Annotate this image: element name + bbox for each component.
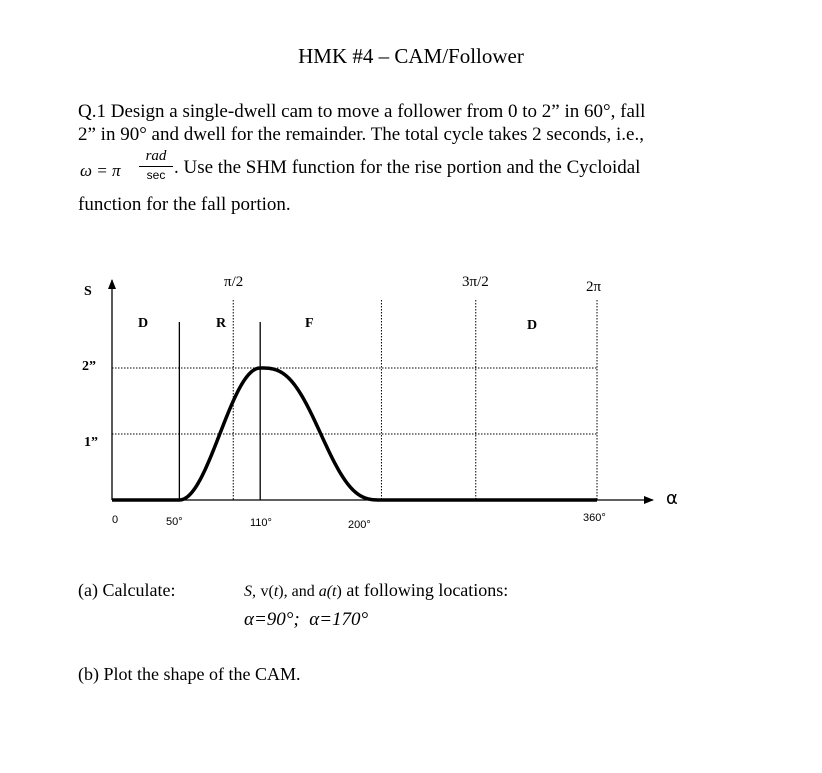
x-tick-label: 110° bbox=[250, 517, 272, 529]
x-tick-label: 200° bbox=[348, 519, 371, 531]
var-s: S, bbox=[244, 583, 256, 600]
var-t: t bbox=[273, 583, 279, 600]
segment-label: D bbox=[138, 316, 149, 331]
part-a-locations bbox=[244, 609, 368, 631]
y-axis-label: S bbox=[84, 284, 92, 299]
part-a-label: (a) Calculate: bbox=[78, 580, 176, 600]
question-line-4: function for the fall portion. bbox=[78, 194, 291, 215]
part-a-text: at following locations: bbox=[346, 580, 509, 600]
x-tick-label: 50° bbox=[166, 516, 183, 528]
top-tick-label: 2π bbox=[586, 279, 602, 295]
question-line-1: Q.1 Design a single-dwell cam to move a follower from 0 to 2” in 60°, fall bbox=[78, 101, 646, 122]
omega-denominator: sec bbox=[146, 168, 166, 182]
question-line-2: 2” in 90° and dwell for the remainder. The total cycle takes 2 seconds, i.e., bbox=[78, 124, 644, 145]
x-axis-label: α bbox=[666, 488, 678, 509]
segment-label: D bbox=[527, 318, 538, 333]
segment-label: R bbox=[216, 316, 227, 331]
var-t: t bbox=[332, 583, 337, 600]
top-tick-label: π/2 bbox=[224, 274, 244, 290]
location-1: α=90°; bbox=[244, 609, 300, 630]
var-v: v( bbox=[260, 583, 274, 600]
part-a-variables bbox=[244, 580, 508, 601]
page-title: HMK #4 – CAM/Follower bbox=[298, 44, 524, 68]
var-sep: ), and bbox=[278, 583, 319, 600]
var-a: a( bbox=[318, 583, 333, 600]
segment-label: F bbox=[305, 316, 314, 331]
omega-numerator: rad bbox=[145, 148, 167, 164]
top-tick-label: 3π/2 bbox=[462, 274, 489, 290]
x-tick-label: 360° bbox=[583, 512, 606, 524]
location-2: α=170° bbox=[309, 609, 369, 630]
part-b-label: (b) Plot the shape of the CAM. bbox=[78, 664, 301, 684]
x-tick-label: 0 bbox=[112, 514, 119, 526]
omega-equation: ω = π bbox=[80, 161, 121, 180]
question-line-3: . Use the SHM function for the rise portion and the Cycloidal bbox=[174, 157, 641, 178]
y-tick-label: 2” bbox=[82, 359, 96, 374]
y-tick-label: 1” bbox=[84, 435, 98, 450]
var-end: ) bbox=[336, 583, 342, 600]
